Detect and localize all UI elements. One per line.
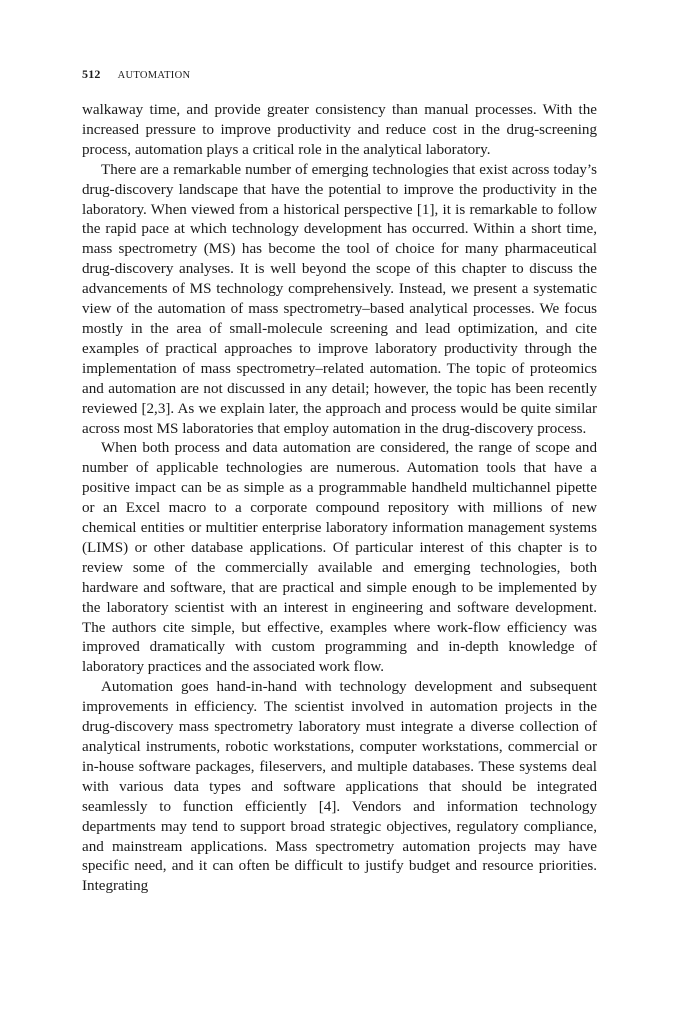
book-page (82, 64, 597, 897)
running-head-title: AUTOMATION (117, 70, 191, 81)
paragraph-continued: walkaway time, and provide greater consistency than manual processes. With the increased pressure to improve productivity and reduce cost in the drug-screening process, automation plays a critical role in the analytical laboratory. (82, 102, 597, 158)
page-number: 512 (82, 67, 101, 81)
paragraph-emerging-technologies: There are a remarkable number of emerging technologies that exist across today’s drug-discovery landscape that have the potential to improve the productivity in the laboratory. When viewed from a historical perspective [1], it is remarkable to follow the rapid pace at which technology development has occurred. Within a short time, mass spectrometry (MS) has become the tool of choice for many pharmaceutical drug-discovery analyses. It is well beyond the scope of this chapter to discuss the advancements of MS technology comprehensively. Instead, we present a systematic view of the automation of mass spectrometry–based analytical processes. We focus mostly in the area of small-molecule screening and lead optimization, and cite examples of practical approaches to improve laboratory productivity through the implementation of mass spectrometry–related automation. The topic of proteomics and automation are not discussed in any detail; however, the topic has been recently reviewed [2,3]. As we explain later, the approach and process would be quite similar across most MS laboratories that employ automation in the drug-discovery process. (82, 161, 597, 437)
paragraph-process-data-automation: When both process and data automation are considered, the range of scope and number of applicable technologies are numerous. Automation tools that have a positive impact can be as simple as a programmable handheld multichannel pipette or an Excel macro to a corporate compound repository with millions of new chemical entities or multitier enterprise laboratory information management systems (LIMS) or other database applications. Of particular interest of this chapter is to review some of the commercially available and emerging technologies, both hardware and software, that are practical and simple enough to be implemented by the laboratory scientist with an interest in engineering and software development. The authors cite simple, but effective, examples where work-flow efficiency was improved dramatically with custom programming and in-depth knowledge of laboratory practices and the associated work flow. (82, 440, 597, 676)
paragraph-technology-development: Automation goes hand-in-hand with technology development and subsequent improvements in efficiency. The scientist involved in automation projects in the drug-discovery mass spectrometry laboratory must integrate a diverse collection of analytical instruments, robotic workstations, computer workstations, commercial or in-house software packages, fileservers, and multiple databases. These systems deal with various data types and software applications that should be integrated seamlessly to function efficiently [4]. Vendors and information technology departments may tend to support broad strategic objectives, regulatory compliance, and mainstream applications. Mass spectrometry automation projects may have specific need, and it can often be difficult to justify budget and resource priorities. Integrating (82, 679, 597, 895)
running-head (82, 64, 597, 84)
